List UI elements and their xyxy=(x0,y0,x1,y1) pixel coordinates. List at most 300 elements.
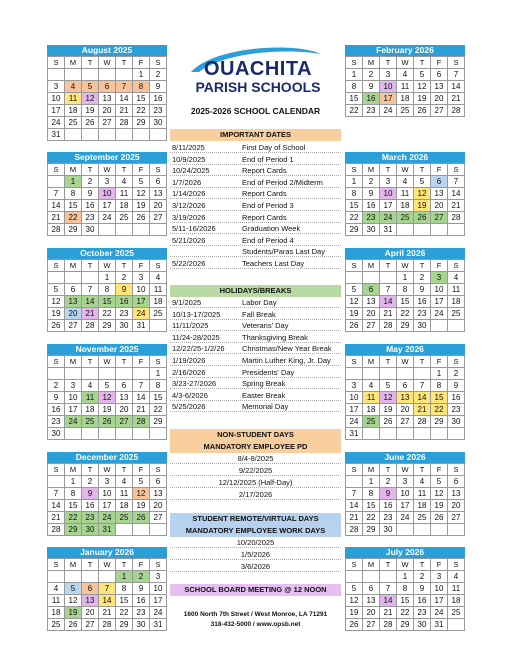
day-cell: 7 xyxy=(414,380,431,392)
day-cell: 7 xyxy=(380,583,397,595)
month-title: July 2026 xyxy=(345,547,465,558)
item-date: 5/25/2026 xyxy=(172,402,206,412)
week-row xyxy=(48,105,167,117)
weekday-header: S xyxy=(150,260,167,272)
week-row xyxy=(48,488,167,500)
month-grid xyxy=(47,558,167,631)
day-cell: 22 xyxy=(346,212,363,224)
day-cell: 29 xyxy=(431,416,448,428)
weekday-header: S xyxy=(448,260,465,272)
day-cell: 18 xyxy=(82,404,99,416)
week-row xyxy=(346,380,465,392)
week-row xyxy=(346,368,465,380)
day-cell: 30 xyxy=(48,428,65,440)
day-cell: 4 xyxy=(65,81,82,93)
day-cell xyxy=(380,368,397,380)
day-cell: 17 xyxy=(99,200,116,212)
weekday-header: F xyxy=(431,164,448,176)
day-cell: 7 xyxy=(133,380,150,392)
day-cell: 1 xyxy=(116,571,133,583)
day-cell xyxy=(448,320,465,332)
day-cell: 23 xyxy=(414,308,431,320)
day-cell: 19 xyxy=(82,105,99,117)
day-cell: 25 xyxy=(363,416,380,428)
weekday-header: W xyxy=(397,260,414,272)
day-cell: 26 xyxy=(380,416,397,428)
day-cell: 22 xyxy=(65,212,82,224)
item-event: Report Cards xyxy=(242,166,287,176)
day-cell xyxy=(65,129,82,141)
day-cell: 11 xyxy=(116,188,133,200)
month-grid xyxy=(345,355,465,440)
day-cell: 11 xyxy=(397,81,414,93)
list-item xyxy=(170,258,341,269)
day-cell: 28 xyxy=(380,619,397,631)
logo-name-line2: PARISH SCHOOLS xyxy=(195,79,321,95)
day-cell: 29 xyxy=(397,320,414,332)
day-cell xyxy=(116,428,133,440)
list-item: 12/12/2025 (Half-Day) xyxy=(170,477,341,488)
day-cell: 26 xyxy=(99,416,116,428)
day-cell xyxy=(448,524,465,536)
day-cell: 2 xyxy=(48,380,65,392)
item-event: Presidents' Day xyxy=(242,367,295,377)
day-cell: 31 xyxy=(48,129,65,141)
day-cell: 29 xyxy=(363,524,380,536)
weekday-header: S xyxy=(48,57,65,69)
list-item xyxy=(170,246,341,257)
week-row xyxy=(346,416,465,428)
weekday-header: T xyxy=(414,464,431,476)
day-cell: 16 xyxy=(82,500,99,512)
day-cell: 25 xyxy=(397,212,414,224)
remote-days-heading: STUDENT REMOTE/VIRTUAL DAYS xyxy=(170,513,341,525)
list-item xyxy=(170,401,341,412)
day-cell: 11 xyxy=(65,93,82,105)
day-cell xyxy=(380,272,397,284)
item-event: Graduation Week xyxy=(242,224,301,234)
item-date: 10/9/2025 xyxy=(172,154,206,164)
day-cell: 22 xyxy=(99,308,116,320)
day-cell: 10 xyxy=(431,284,448,296)
calendar-july-2026 xyxy=(345,547,465,631)
day-cell: 15 xyxy=(363,500,380,512)
day-cell xyxy=(346,571,363,583)
day-cell xyxy=(150,129,167,141)
weekday-header: T xyxy=(116,356,133,368)
day-cell: 18 xyxy=(397,93,414,105)
list-item xyxy=(170,332,341,343)
day-cell xyxy=(65,428,82,440)
day-cell: 8 xyxy=(133,81,150,93)
day-cell xyxy=(346,368,363,380)
day-cell: 26 xyxy=(48,320,65,332)
day-cell: 1 xyxy=(397,272,414,284)
day-cell: 23 xyxy=(363,105,380,117)
day-cell: 5 xyxy=(414,69,431,81)
day-cell: 18 xyxy=(65,105,82,117)
weekday-header: T xyxy=(82,356,99,368)
month-title: May 2026 xyxy=(345,344,465,355)
day-cell: 4 xyxy=(116,476,133,488)
day-cell: 20 xyxy=(99,105,116,117)
week-row xyxy=(48,476,167,488)
day-cell: 22 xyxy=(363,512,380,524)
day-cell: 4 xyxy=(363,380,380,392)
day-cell: 20 xyxy=(150,500,167,512)
work-days-heading: MANDATORY EMPLOYEE WORK DAYS xyxy=(170,525,341,537)
day-cell xyxy=(431,320,448,332)
day-cell: 5 xyxy=(133,176,150,188)
calendar-title: 2025-2026 SCHOOL CALENDAR xyxy=(190,106,321,116)
day-cell: 23 xyxy=(380,512,397,524)
day-cell: 25 xyxy=(448,308,465,320)
day-cell xyxy=(431,524,448,536)
weekday-header: T xyxy=(380,57,397,69)
day-cell xyxy=(397,428,414,440)
weekday-header: W xyxy=(99,464,116,476)
day-cell: 12 xyxy=(133,488,150,500)
day-cell xyxy=(116,69,133,81)
day-cell: 11 xyxy=(150,284,167,296)
day-cell: 16 xyxy=(150,93,167,105)
weekday-header: F xyxy=(133,464,150,476)
day-cell xyxy=(99,69,116,81)
day-cell: 24 xyxy=(150,607,167,619)
day-cell xyxy=(150,428,167,440)
item-date: 1/7/2026 xyxy=(172,177,202,187)
item-date: 8/11/2025 xyxy=(172,143,205,152)
day-cell: 28 xyxy=(380,320,397,332)
day-cell xyxy=(431,224,448,236)
day-cell: 2 xyxy=(150,69,167,81)
item-date: 5/22/2026 xyxy=(172,259,206,268)
day-cell: 9 xyxy=(363,188,380,200)
day-cell: 29 xyxy=(99,320,116,332)
day-cell: 19 xyxy=(346,607,363,619)
day-cell: 21 xyxy=(346,512,363,524)
day-cell: 6 xyxy=(397,380,414,392)
list-item xyxy=(170,142,341,153)
day-cell: 1 xyxy=(363,476,380,488)
day-cell: 31 xyxy=(431,619,448,631)
day-cell: 15 xyxy=(431,392,448,404)
week-row xyxy=(48,368,167,380)
day-cell: 1 xyxy=(431,368,448,380)
day-cell: 21 xyxy=(48,512,65,524)
week-row xyxy=(346,224,465,236)
week-row xyxy=(48,296,167,308)
day-cell: 30 xyxy=(133,619,150,631)
weekday-header: M xyxy=(65,164,82,176)
day-cell: 31 xyxy=(346,428,363,440)
item-date: 1/19/2026 xyxy=(172,356,206,365)
list-item xyxy=(170,320,341,331)
weekday-header: M xyxy=(65,57,82,69)
item-event: End of Period 2/Midterm xyxy=(242,177,323,187)
day-cell: 26 xyxy=(82,117,99,129)
important-dates-heading: IMPORTANT DATES xyxy=(170,129,341,141)
day-cell: 4 xyxy=(397,176,414,188)
week-row xyxy=(346,296,465,308)
day-cell: 22 xyxy=(150,404,167,416)
item-date: 4/3-6/2026 xyxy=(172,390,208,400)
day-cell: 25 xyxy=(448,607,465,619)
day-cell: 29 xyxy=(397,619,414,631)
item-event: Spring Break xyxy=(242,379,286,389)
day-cell: 2 xyxy=(133,571,150,583)
day-cell xyxy=(363,272,380,284)
day-cell: 10 xyxy=(397,488,414,500)
day-cell: 27 xyxy=(150,512,167,524)
month-grid xyxy=(47,259,167,332)
footer-contact: 318-432-5000 / www.opsb.net xyxy=(210,621,301,628)
week-row xyxy=(48,595,167,607)
weekday-header: T xyxy=(82,559,99,571)
day-cell: 1 xyxy=(99,272,116,284)
logo-name-line1: OUACHITA xyxy=(203,58,313,80)
day-cell: 13 xyxy=(82,595,99,607)
month-title: June 2026 xyxy=(345,452,465,463)
week-row xyxy=(48,428,167,440)
day-cell xyxy=(82,272,99,284)
weekday-header: T xyxy=(380,356,397,368)
calendar-april-2026 xyxy=(345,248,465,332)
week-row xyxy=(346,320,465,332)
week-row xyxy=(48,212,167,224)
day-cell xyxy=(448,224,465,236)
day-cell: 21 xyxy=(116,105,133,117)
calendar-november-2025 xyxy=(47,344,167,440)
day-cell: 14 xyxy=(99,595,116,607)
day-cell: 30 xyxy=(150,117,167,129)
day-cell: 3 xyxy=(99,176,116,188)
list-item: 1/5/2026 xyxy=(170,549,341,560)
weekday-header: W xyxy=(99,164,116,176)
day-cell: 6 xyxy=(150,176,167,188)
day-cell: 21 xyxy=(99,607,116,619)
day-cell xyxy=(346,272,363,284)
calendar-june-2026 xyxy=(345,452,465,536)
day-cell: 15 xyxy=(397,296,414,308)
week-row xyxy=(346,188,465,200)
weekday-header: S xyxy=(346,356,363,368)
weekday-header: S xyxy=(346,559,363,571)
day-cell xyxy=(82,69,99,81)
day-cell: 25 xyxy=(82,416,99,428)
school-logo xyxy=(185,44,325,98)
item-event: Teachers Last Day xyxy=(242,259,305,268)
day-cell: 3 xyxy=(48,81,65,93)
day-cell: 12 xyxy=(414,188,431,200)
day-cell: 24 xyxy=(346,416,363,428)
weekday-header: S xyxy=(48,559,65,571)
day-cell xyxy=(133,129,150,141)
weekday-header: T xyxy=(116,464,133,476)
day-cell: 11 xyxy=(397,188,414,200)
weekday-header: F xyxy=(431,464,448,476)
month-grid xyxy=(47,355,167,440)
month-title: February 2026 xyxy=(345,45,465,56)
weekday-header: S xyxy=(150,57,167,69)
weekday-header: S xyxy=(346,164,363,176)
day-cell: 10 xyxy=(99,188,116,200)
weekday-header: T xyxy=(380,559,397,571)
day-cell: 16 xyxy=(116,296,133,308)
day-cell: 24 xyxy=(133,308,150,320)
day-cell xyxy=(82,571,99,583)
day-cell: 2 xyxy=(82,176,99,188)
day-cell: 1 xyxy=(65,476,82,488)
day-cell: 23 xyxy=(133,607,150,619)
list-item xyxy=(170,309,341,320)
day-cell: 14 xyxy=(116,93,133,105)
day-cell: 27 xyxy=(397,416,414,428)
week-row xyxy=(346,93,465,105)
month-title: October 2025 xyxy=(47,248,167,259)
board-meeting-heading: SCHOOL BOARD MEETING @ 12 NOON xyxy=(170,584,341,596)
list-item xyxy=(170,343,341,354)
day-cell: 7 xyxy=(48,188,65,200)
day-cell: 30 xyxy=(82,224,99,236)
day-cell: 8 xyxy=(431,380,448,392)
calendar-may-2026 xyxy=(345,344,465,440)
day-cell: 5 xyxy=(82,81,99,93)
day-cell: 2 xyxy=(116,272,133,284)
day-cell: 30 xyxy=(82,524,99,536)
week-row xyxy=(48,571,167,583)
day-cell xyxy=(99,129,116,141)
day-cell: 17 xyxy=(380,93,397,105)
item-event: Fall Break xyxy=(242,309,276,319)
day-cell: 18 xyxy=(397,200,414,212)
list-item xyxy=(170,390,341,401)
day-cell: 8 xyxy=(346,188,363,200)
week-row xyxy=(346,512,465,524)
day-cell: 16 xyxy=(414,296,431,308)
week-row xyxy=(48,129,167,141)
day-cell: 26 xyxy=(65,619,82,631)
weekday-header: S xyxy=(150,464,167,476)
day-cell: 13 xyxy=(99,93,116,105)
day-cell: 4 xyxy=(448,571,465,583)
day-cell xyxy=(48,368,65,380)
day-cell: 9 xyxy=(82,188,99,200)
day-cell: 29 xyxy=(150,416,167,428)
week-row xyxy=(48,188,167,200)
weekday-header: T xyxy=(82,164,99,176)
weekday-header: M xyxy=(65,260,82,272)
day-cell xyxy=(363,571,380,583)
day-cell: 6 xyxy=(150,476,167,488)
week-row xyxy=(48,176,167,188)
day-cell: 30 xyxy=(448,416,465,428)
weekday-header: W xyxy=(397,164,414,176)
list-item xyxy=(170,297,341,308)
weekday-header: S xyxy=(448,356,465,368)
day-cell: 20 xyxy=(82,607,99,619)
weekday-header: W xyxy=(99,260,116,272)
day-cell xyxy=(48,272,65,284)
day-cell: 26 xyxy=(346,320,363,332)
calendar-march-2026 xyxy=(345,152,465,236)
day-cell: 28 xyxy=(99,619,116,631)
week-row xyxy=(48,81,167,93)
day-cell: 23 xyxy=(414,607,431,619)
week-row xyxy=(346,583,465,595)
day-cell: 3 xyxy=(431,571,448,583)
month-title: September 2025 xyxy=(47,152,167,163)
day-cell: 1 xyxy=(150,368,167,380)
day-cell: 3 xyxy=(397,476,414,488)
day-cell xyxy=(363,368,380,380)
item-event: Report Cards xyxy=(242,189,287,199)
item-date: 3/23-27/2026 xyxy=(172,379,217,389)
day-cell: 16 xyxy=(133,595,150,607)
day-cell: 13 xyxy=(150,188,167,200)
day-cell: 21 xyxy=(414,404,431,416)
day-cell: 22 xyxy=(133,105,150,117)
day-cell: 19 xyxy=(99,404,116,416)
weekday-header: F xyxy=(431,57,448,69)
day-cell xyxy=(48,476,65,488)
day-cell: 11 xyxy=(414,488,431,500)
day-cell xyxy=(82,368,99,380)
day-cell: 10 xyxy=(150,583,167,595)
list-item xyxy=(170,177,341,188)
day-cell: 17 xyxy=(99,500,116,512)
weekday-header: T xyxy=(414,164,431,176)
day-cell: 14 xyxy=(380,296,397,308)
day-cell: 7 xyxy=(48,488,65,500)
day-cell: 29 xyxy=(133,117,150,129)
day-cell xyxy=(65,368,82,380)
day-cell: 9 xyxy=(363,81,380,93)
day-cell: 20 xyxy=(431,200,448,212)
day-cell: 15 xyxy=(150,392,167,404)
day-cell: 9 xyxy=(414,284,431,296)
week-row xyxy=(48,69,167,81)
day-cell: 14 xyxy=(48,500,65,512)
day-cell: 17 xyxy=(65,404,82,416)
weekday-header: S xyxy=(48,164,65,176)
day-cell xyxy=(150,524,167,536)
day-cell: 2 xyxy=(82,476,99,488)
day-cell: 15 xyxy=(133,93,150,105)
day-cell xyxy=(116,224,133,236)
day-cell: 26 xyxy=(414,212,431,224)
day-cell: 15 xyxy=(65,500,82,512)
list-item xyxy=(170,378,341,389)
week-row xyxy=(48,284,167,296)
day-cell xyxy=(116,524,133,536)
day-cell: 11 xyxy=(448,583,465,595)
day-cell: 24 xyxy=(380,105,397,117)
day-cell: 8 xyxy=(346,81,363,93)
day-cell: 16 xyxy=(363,200,380,212)
calendar-january-2026 xyxy=(47,547,167,631)
day-cell: 9 xyxy=(82,488,99,500)
day-cell xyxy=(65,69,82,81)
day-cell: 13 xyxy=(150,488,167,500)
day-cell xyxy=(133,428,150,440)
item-event: Students/Paras Last Day xyxy=(242,247,325,257)
day-cell: 7 xyxy=(448,69,465,81)
day-cell: 18 xyxy=(363,404,380,416)
month-grid xyxy=(345,56,465,117)
weekday-header: T xyxy=(82,464,99,476)
day-cell: 5 xyxy=(133,476,150,488)
